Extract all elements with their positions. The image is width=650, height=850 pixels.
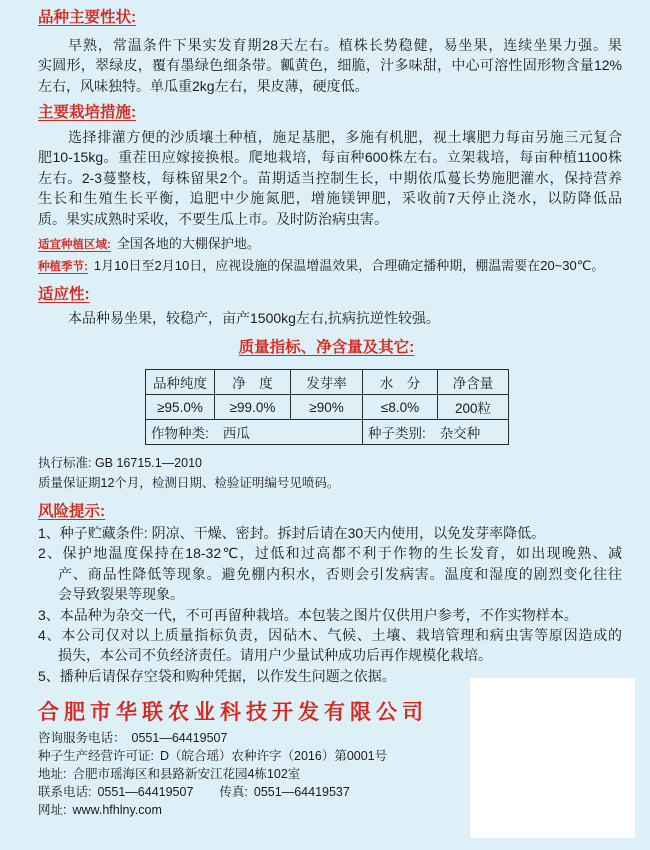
website-value: www.hfhlny.com xyxy=(72,803,162,817)
risk-list xyxy=(38,523,622,686)
table-header-row xyxy=(146,370,509,395)
consult-phone-value: 0551—64419507 xyxy=(131,731,228,745)
planting-region-label: 适宜种植区域: xyxy=(38,239,111,251)
website-line xyxy=(38,801,387,819)
quality-table xyxy=(145,369,509,445)
list-item-line: 3、本品种为杂交一代，不可再留种栽培。本包装之图片仅供用户参考，不作实物样本。 xyxy=(38,606,578,623)
list-item-line: 4、本公司仅对以上质量指标负责，因砧木、气候、土壤、栽培管理和病虫害等原因造成的 xyxy=(38,626,622,643)
consult-phone-line xyxy=(38,729,387,747)
company-info xyxy=(38,729,387,819)
header-moisture: 水 分 xyxy=(363,370,438,395)
seed-type-label: 种子类别: xyxy=(368,426,426,441)
header-germination: 发芽率 xyxy=(291,370,363,395)
header-purity: 品种纯度 xyxy=(146,370,215,395)
planting-season-value: 1月10日至2月10日，应视设施的保温增温效果，合理确定播种期，棚温需要在20~30℃。 xyxy=(93,258,605,273)
fax-label: 传真: xyxy=(219,785,248,799)
paragraph-line: 选择排灌方便的沙质壤土种植，施足基肥，多施有机肥，视土壤肥力每亩另施三元复合 xyxy=(68,129,622,145)
table-info-row xyxy=(146,420,509,445)
crop-type-label: 作物种类: xyxy=(151,426,209,441)
address-label: 地址: xyxy=(38,767,67,781)
value-cleanliness: ≥99.0% xyxy=(215,395,291,420)
header-cleanliness: 净 度 xyxy=(215,370,291,395)
website-label: 网址: xyxy=(38,803,67,817)
paragraph-line: 肥10-15kg。重茬田应嫁接换根。爬地栽培，每亩种600株左右。立架栽培，每亩种植1100株 xyxy=(38,149,622,166)
paragraph-line: 质。果实成熟时采收，不要生瓜上市。及时防治病虫害。 xyxy=(38,210,388,227)
list-item xyxy=(38,625,622,666)
value-germination: ≥90% xyxy=(291,395,363,420)
list-item-line: 2、保护地温度保持在18-32℃，过低和过高都不利于作物的生长发育，如出现晚熟、减 xyxy=(38,545,622,562)
list-item-line: 损失，本公司不负经济责任。请用户少量试种成功后再作规模化栽培。 xyxy=(58,647,492,664)
crop-type-cell xyxy=(146,420,363,445)
company-name: 合肥市华联农业科技开发有限公司 xyxy=(38,701,428,724)
list-item-line: 5、播种后请保存空袋和购种凭据，以作发生问题之依据。 xyxy=(38,667,396,684)
license-line xyxy=(38,747,387,765)
license-label: 种子生产经营许可证: xyxy=(38,749,154,763)
planting-season-label: 种植季节: xyxy=(38,261,88,273)
header-net-content: 净含量 xyxy=(438,370,509,395)
quality-guarantee: 质量保证期12个月，检测日期、检验证明编号见喷码。 xyxy=(38,476,340,490)
crop-type-value: 西瓜 xyxy=(222,426,250,441)
paragraph-line: 左右。2-3蔓整枝，每株留果2个。苗期适当控制生长，中期依瓜蔓长势施肥灌水，保持营养 xyxy=(38,169,622,186)
table-value-row xyxy=(146,395,509,420)
phone-value: 0551—64419507 xyxy=(97,785,194,799)
quality-heading: 质量指标、净含量及其它: xyxy=(238,339,415,356)
paragraph-line: 早熟，常温条件下果实发育期28天左右。植株长势稳健，易坐果，连续坐果力强。果 xyxy=(68,37,622,53)
adaptability-heading: 适应性: xyxy=(38,286,90,303)
planting-region-row xyxy=(38,234,622,254)
address-line xyxy=(38,765,387,783)
list-item xyxy=(38,523,622,543)
list-item xyxy=(38,543,622,604)
consult-phone-label: 咨询服务电话： xyxy=(38,731,126,745)
planting-season-row xyxy=(38,256,622,276)
blank-label-area xyxy=(470,678,635,838)
phone-label: 联系电话: xyxy=(38,785,92,799)
list-item-line: 1、种子贮藏条件: 阴凉、干燥、密封。拆封后请在30天内使用，以免发芽率降低。 xyxy=(38,525,546,541)
license-value: D（皖合瑶）农种许字（2016）第0001号 xyxy=(159,749,388,763)
adaptability-paragraph xyxy=(38,308,622,328)
traits-heading: 品种主要性状: xyxy=(38,9,137,26)
risk-heading: 风险提示: xyxy=(38,503,106,520)
contact-line xyxy=(38,783,387,801)
paragraph-line: 实圆形，翠绿皮，覆有墨绿色细条带。瓤黄色，细脆，汁多味甜，中心可溶性固形物含量12% xyxy=(38,57,622,74)
value-purity: ≥95.0% xyxy=(146,395,215,420)
seed-type-value: 杂交种 xyxy=(439,426,481,441)
list-item-line: 会导致裂果等现象。 xyxy=(58,586,184,603)
traits-paragraph xyxy=(38,35,622,96)
paragraph-line: 本品种易坐果，较稳产，亩产1500kg左右,抗病抗逆性较强。 xyxy=(68,310,440,326)
execution-standard: 执行标准: GB 16715.1—2010 xyxy=(38,456,202,470)
list-item-line: 产、商品性降低等现象。避免棚内积水，否则会引发病害。温度和湿度的剧烈变化往往 xyxy=(58,565,622,582)
cultivation-heading: 主要栽培措施: xyxy=(38,104,137,121)
fax-value: 0551—64419537 xyxy=(253,785,350,799)
list-item xyxy=(38,605,622,625)
address-value: 合肥市瑶海区和县路新安江花园4栋102室 xyxy=(72,767,301,781)
paragraph-line: 左右，风味独特。单瓜重2kg左右，果皮薄，硬度低。 xyxy=(38,77,369,94)
quality-table-wrapper xyxy=(145,369,509,445)
paragraph-line: 生长和生殖生长平衡，追肥中少施氮肥，增施镁钾肥，采收前7天停止浇水，以防降低品 xyxy=(38,190,622,207)
value-moisture: ≤8.0% xyxy=(363,395,438,420)
planting-region-value: 全国各地的大棚保护地。 xyxy=(116,236,260,251)
value-net-content: 200粒 xyxy=(438,395,509,420)
cultivation-paragraph xyxy=(38,127,622,229)
seed-type-cell xyxy=(363,420,509,445)
